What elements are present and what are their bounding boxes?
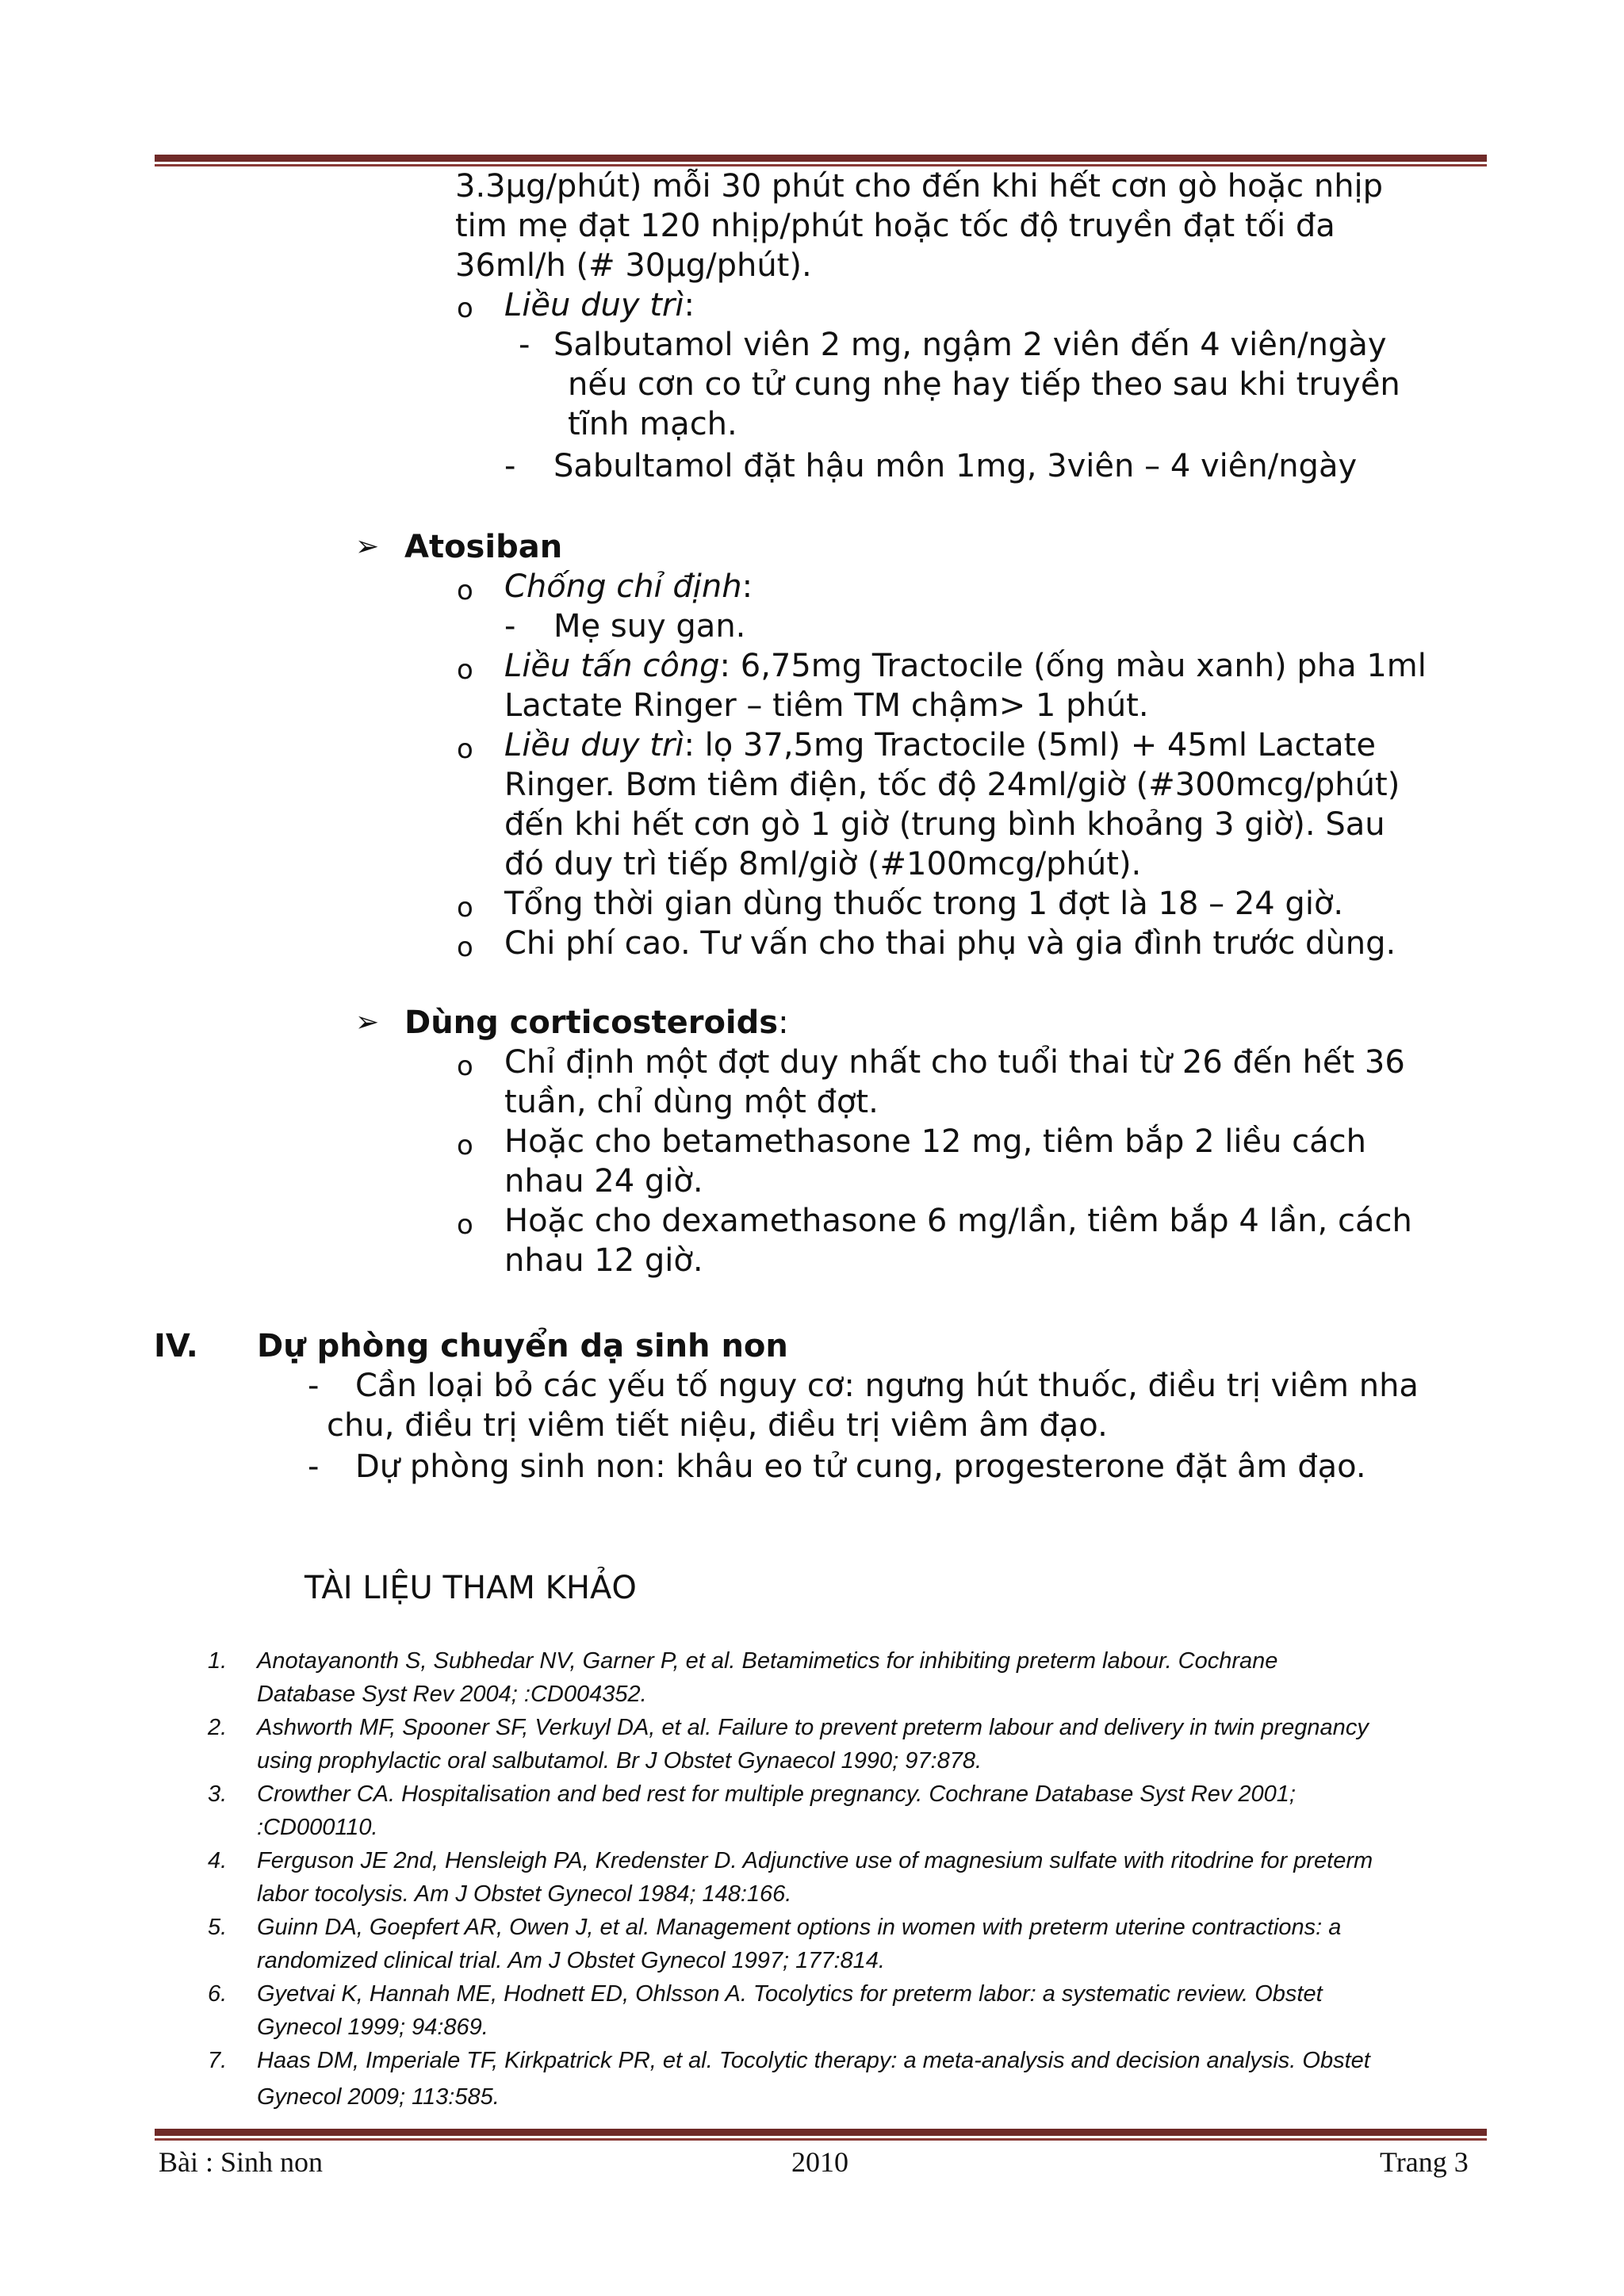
body-line: tĩnh mạch. <box>568 406 737 442</box>
circle-bullet-icon: o <box>457 575 473 607</box>
body-line: Lactate Ringer – tiêm TM chậm> 1 phút. <box>504 687 1149 724</box>
footer-rule-thin <box>155 2138 1487 2141</box>
body-line: Hoặc cho dexamethasone 6 mg/lần, tiêm bắp 4 lần, cách <box>504 1203 1412 1239</box>
reference-text: Crowther CA. Hospitalisation and bed rest for multiple pregnancy. Cochrane Database Syst Rev 2001; <box>257 1781 1296 1807</box>
attack-dose-label: Liều tấn công <box>504 648 720 684</box>
circle-bullet-icon: o <box>457 932 473 963</box>
arrow-bullet-icon: ➢ <box>355 530 380 563</box>
section-number: IV. <box>154 1328 198 1364</box>
body-line: chu, điều trị viêm tiết niệu, điều trị viêm âm đạo. <box>327 1407 1108 1444</box>
reference-number: 5. <box>208 1915 228 1940</box>
reference-number: 6. <box>208 1981 228 2007</box>
reference-text: Gynecol 1999; 94:869. <box>257 2015 488 2040</box>
body-line: nhau 12 giờ. <box>504 1242 703 1279</box>
reference-text: Ferguson JE 2nd, Hensleigh PA, Kredenster D. Adjunctive use of magnesium sulfate with ritodrine for preterm <box>257 1848 1373 1873</box>
body-line: Chi phí cao. Tư vấn cho thai phụ và gia đình trước dùng. <box>504 925 1396 962</box>
body-line: 36ml/h (# 30µg/phút). <box>455 247 812 284</box>
dash-bullet: - <box>504 448 516 484</box>
header-rule-thick <box>155 155 1487 162</box>
body-line: Chỉ định một đợt duy nhất cho tuổi thai từ 26 đến hết 36 <box>504 1044 1405 1081</box>
corticosteroids-title: Dùng corticosteroids <box>404 1004 779 1041</box>
contraindication-label: Chống chỉ định <box>504 568 742 605</box>
body-line: nếu cơn co tử cung nhẹ hay tiếp theo sau khi truyền <box>568 366 1400 403</box>
body-line: Cần loại bỏ các yếu tố nguy cơ: ngưng hút thuốc, điều trị viêm nha <box>355 1368 1419 1404</box>
footer-lesson-title: Bài : Sinh non <box>159 2146 324 2178</box>
footer-page-number: Trang 3 <box>1380 2146 1469 2178</box>
reference-text: Guinn DA, Goepfert AR, Owen J, et al. Management options in women with preterm uterine contractions: a <box>257 1915 1342 1940</box>
reference-text: using prophylactic oral salbutamol. Br J Obstet Gynaecol 1990; 97:878. <box>257 1748 982 1774</box>
body-line: Salbutamol viên 2 mg, ngậm 2 viên đến 4 viên/ngày <box>553 327 1387 363</box>
contraindication-item <box>504 567 753 607</box>
dash-bullet: - <box>308 1448 320 1485</box>
circle-bullet-icon: o <box>457 1130 473 1161</box>
maintenance-dose-label: Liều duy trì <box>504 727 684 763</box>
reference-text: Database Syst Rev 2004; :CD004352. <box>257 1682 647 1707</box>
reference-number: 2. <box>208 1715 228 1740</box>
circle-bullet-icon: o <box>457 733 473 765</box>
circle-bullet-icon: o <box>457 892 473 924</box>
maintenance-dose-label: Liều duy trì <box>504 287 684 323</box>
body-line: đến khi hết cơn gò 1 giờ (trung bình khoảng 3 giờ). Sau <box>504 806 1385 843</box>
reference-text: Haas DM, Imperiale TF, Kirkpatrick PR, et al. Tocolytic therapy: a meta-analysis and decision analysis. Obstet <box>257 2048 1370 2073</box>
circle-bullet-icon: o <box>457 1209 473 1241</box>
body-line: Dự phòng sinh non: khâu eo tử cung, progesterone đặt âm đạo. <box>355 1448 1366 1485</box>
maintenance-dose-item <box>504 285 695 325</box>
reference-text: Anotayanonth S, Subhedar NV, Garner P, et al. Betamimetics for inhibiting preterm labour. Cochrane <box>257 1648 1278 1674</box>
dash-bullet: - <box>308 1368 320 1404</box>
footer-rule-thick <box>155 2129 1487 2136</box>
body-line: nhau 24 giờ. <box>504 1163 703 1200</box>
body-line: Ringer. Bơm tiêm điện, tốc độ 24ml/giờ (#300mcg/phút) <box>504 767 1400 803</box>
circle-bullet-icon: o <box>457 1050 473 1082</box>
atosiban-heading: Atosiban <box>404 529 563 565</box>
attack-dose-item <box>504 646 1427 686</box>
circle-bullet-icon: o <box>457 293 473 324</box>
arrow-bullet-icon: ➢ <box>355 1006 380 1039</box>
section-title: Dự phòng chuyển dạ sinh non <box>257 1328 788 1364</box>
references-heading: TÀI LIỆU THAM KHẢO <box>304 1570 637 1606</box>
colon: : <box>684 287 695 323</box>
dash-bullet: - <box>519 327 530 363</box>
footer-year: 2010 <box>791 2146 848 2178</box>
body-line: Mẹ suy gan. <box>553 608 746 645</box>
body-text: : 6,75mg Tractocile (ống màu xanh) pha 1ml <box>719 648 1427 684</box>
reference-number: 1. <box>208 1648 228 1674</box>
colon: : <box>778 1004 789 1041</box>
reference-number: 3. <box>208 1781 228 1807</box>
reference-text: Gyetvai K, Hannah ME, Hodnett ED, Ohlsson A. Tocolytics for preterm labor: a systematic review. Obstet <box>257 1981 1323 2007</box>
body-line: đó duy trì tiếp 8ml/giờ (#100mcg/phút). <box>504 846 1142 882</box>
body-line: 3.3µg/phút) mỗi 30 phút cho đến khi hết cơn gò hoặc nhịp <box>455 168 1384 205</box>
circle-bullet-icon: o <box>457 654 473 686</box>
body-line: Hoặc cho betamethasone 12 mg, tiêm bắp 2 liều cách <box>504 1123 1367 1160</box>
reference-text: Gynecol 2009; 113:585. <box>257 2084 500 2110</box>
reference-number: 7. <box>208 2048 228 2073</box>
dash-bullet: - <box>504 608 516 645</box>
reference-number: 4. <box>208 1848 228 1873</box>
reference-text: Ashworth MF, Spooner SF, Verkuyl DA, et al. Failure to prevent preterm labour and delivery in twin pregnancy <box>257 1715 1369 1740</box>
reference-text: randomized clinical trial. Am J Obstet Gynecol 1997; 177:814. <box>257 1948 885 1973</box>
reference-text: labor tocolysis. Am J Obstet Gynecol 1984; 148:166. <box>257 1881 792 1907</box>
body-line: Sabultamol đặt hậu môn 1mg, 3viên – 4 viên/ngày <box>553 448 1358 484</box>
maintenance-dose-item <box>504 725 1376 765</box>
body-line: tim mẹ đạt 120 nhịp/phút hoặc tốc độ truyền đạt tối đa <box>455 208 1335 244</box>
body-text: : lọ 37,5mg Tractocile (5ml) + 45ml Lactate <box>684 727 1376 763</box>
reference-text: :CD000110. <box>257 1815 378 1840</box>
corticosteroids-heading <box>404 1003 789 1043</box>
colon: : <box>741 568 753 605</box>
body-line: Tổng thời gian dùng thuốc trong 1 đợt là 18 – 24 giờ. <box>504 886 1344 922</box>
body-line: tuần, chỉ dùng một đợt. <box>504 1084 879 1120</box>
